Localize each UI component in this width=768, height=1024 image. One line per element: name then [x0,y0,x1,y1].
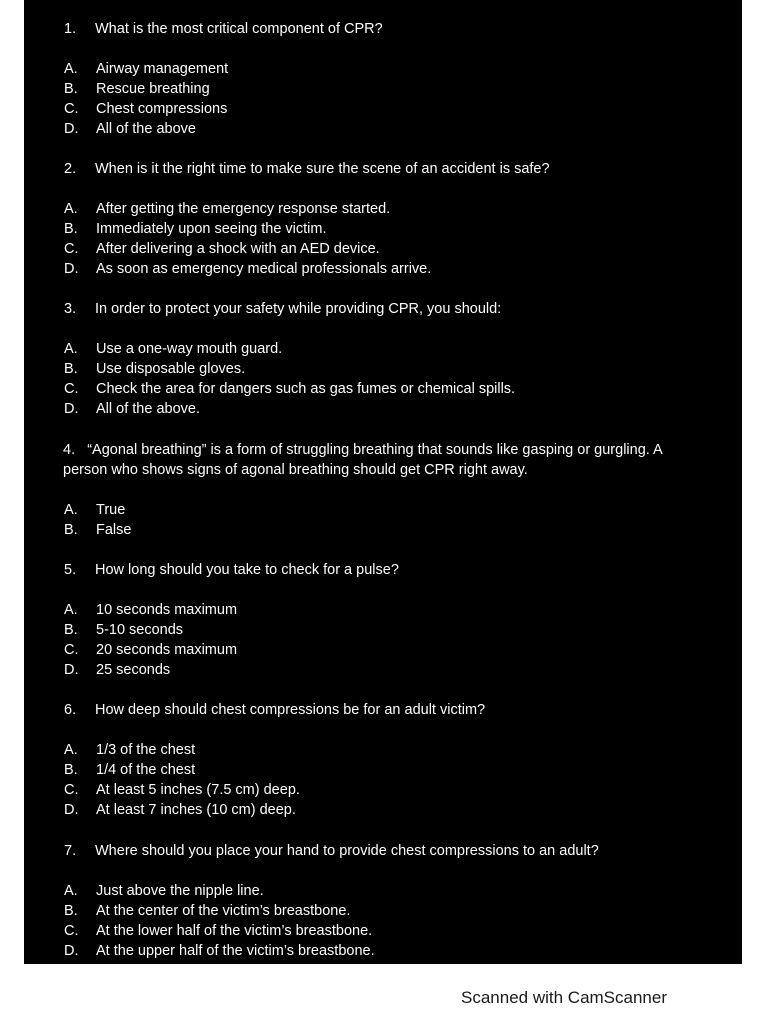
option-list [24,740,742,820]
option-a [24,500,742,520]
question-7 [24,841,742,961]
option-text: True [96,502,126,518]
option-text: At the lower half of the victim’s breastbone. [96,923,373,939]
question-text: What is the most critical component of CPR? [95,21,383,37]
option-a [24,199,742,219]
question-stem [24,841,742,861]
option-letter: A. [64,341,78,357]
question-text: In order to protect your safety while providing CPR, you should: [95,301,502,317]
option-list [24,59,742,139]
option-letter: D. [64,401,79,417]
option-letter: A. [64,742,78,758]
option-letter: D. [64,261,79,277]
option-text: At the upper half of the victim’s breastbone. [96,943,375,959]
question-5 [24,560,742,680]
option-text: At least 5 inches (7.5 cm) deep. [96,782,300,798]
camscanner-watermark: Scanned with CamScanner [461,988,668,1007]
option-list [24,600,742,680]
option-d [24,259,742,279]
option-text: 5-10 seconds [96,622,184,638]
option-text: As soon as emergency medical professionals arrive. [96,261,432,277]
question-text: When is it the right time to make sure the scene of an accident is safe? [95,161,550,177]
option-list [24,199,742,279]
question-number: 3. [64,301,77,317]
option-text: False [96,522,132,538]
option-letter: C. [64,782,79,798]
question-number: 4. [63,442,76,458]
option-letter: D. [64,943,79,959]
option-letter: A. [64,201,78,217]
option-text: 25 seconds [96,662,171,678]
option-letter: B. [64,762,78,778]
question-number: 7. [64,843,77,859]
option-text: At least 7 inches (10 cm) deep. [96,802,296,818]
option-c [24,239,742,259]
option-c [24,379,742,399]
option-letter: B. [64,903,78,919]
option-letter: D. [64,662,79,678]
question-number: 2. [64,161,77,177]
option-text: Rescue breathing [96,81,210,97]
question-3 [24,299,742,419]
option-letter: A. [64,602,78,618]
question-4 [24,440,742,540]
option-a [24,59,742,79]
option-b [24,520,742,540]
option-letter: B. [64,361,78,377]
question-text: Where should you place your hand to provide chest compressions to an adult? [95,843,599,859]
option-text: 20 seconds maximum [96,642,238,658]
question-stem [24,299,742,319]
option-d [24,800,742,820]
option-letter: B. [64,81,78,97]
option-text: 1/4 of the chest [96,762,196,778]
option-a [24,881,742,901]
option-c [24,780,742,800]
question-text: “Agonal breathing” is a form of struggling breathing that sounds like gasping or gurgling. A person who shows signs of agonal breathing should get CPR right away. [63,442,662,478]
option-text: All of the above [96,121,196,137]
option-b [24,760,742,780]
question-text: How deep should chest compressions be for an adult victim? [95,702,486,718]
option-letter: C. [64,642,79,658]
option-text: Chest compressions [96,101,228,117]
option-text: All of the above. [96,401,200,417]
option-a [24,600,742,620]
option-letter: B. [64,522,78,538]
option-letter: C. [64,241,79,257]
option-d [24,119,742,139]
option-letter: A. [64,61,78,77]
option-c [24,921,742,941]
option-text: At the center of the victim’s breastbone. [96,903,351,919]
option-text: Use a one-way mouth guard. [96,341,283,357]
option-d [24,399,742,419]
option-letter: C. [64,923,79,939]
option-text: Immediately upon seeing the victim. [96,221,327,237]
question-stem [24,700,742,720]
question-stem [24,159,742,179]
option-list [24,500,742,540]
question-stem [24,440,742,480]
option-text: 10 seconds maximum [96,602,238,618]
option-letter: C. [64,381,79,397]
question-stem [24,19,742,39]
option-b [24,359,742,379]
option-letter: D. [64,121,79,137]
question-1 [24,19,742,139]
option-text: Airway management [96,61,229,77]
option-text: Use disposable gloves. [96,361,246,377]
option-a [24,740,742,760]
option-c [24,640,742,660]
option-text: Check the area for dangers such as gas fumes or chemical spills. [96,381,516,397]
option-list [24,881,742,961]
option-letter: C. [64,101,79,117]
option-b [24,79,742,99]
question-number: 5. [64,562,77,578]
option-letter: A. [64,883,78,899]
question-number: 1. [64,21,77,37]
option-letter: B. [64,221,78,237]
option-d [24,941,742,961]
option-b [24,901,742,921]
question-number: 6. [64,702,77,718]
option-letter: D. [64,802,79,818]
option-text: Just above the nipple line. [96,883,264,899]
question-2 [24,159,742,279]
option-list [24,339,742,419]
option-text: 1/3 of the chest [96,742,196,758]
option-b [24,620,742,640]
question-text: How long should you take to check for a pulse? [95,562,399,578]
option-text: After getting the emergency response started. [96,201,391,217]
option-text: After delivering a shock with an AED device. [96,241,380,257]
option-letter: A. [64,502,78,518]
option-b [24,219,742,239]
option-d [24,660,742,680]
question-6 [24,700,742,820]
option-letter: B. [64,622,78,638]
option-a [24,339,742,359]
question-stem [24,560,742,580]
option-c [24,99,742,119]
scanned-page [24,0,742,964]
